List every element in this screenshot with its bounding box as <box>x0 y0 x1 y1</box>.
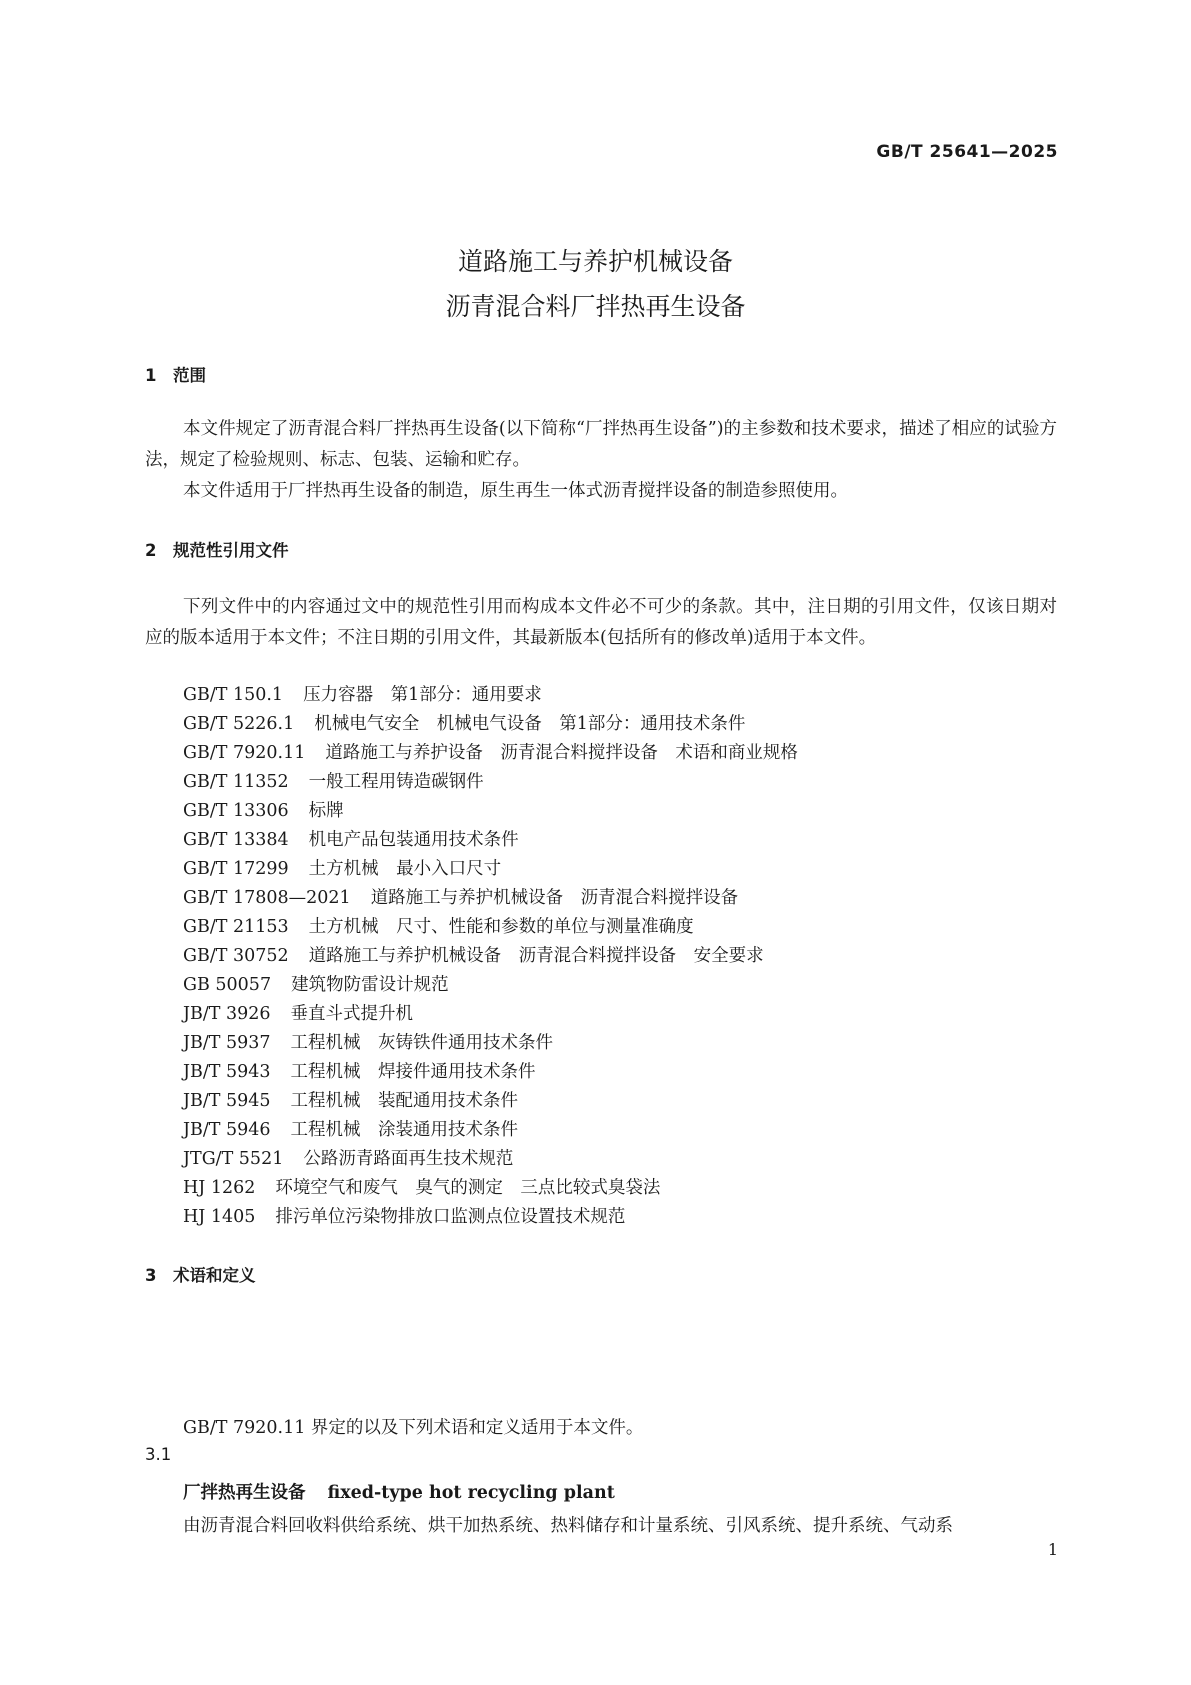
reference-item <box>183 739 798 764</box>
reference-item <box>183 913 694 938</box>
reference-item <box>183 1029 553 1054</box>
section-heading-scope <box>145 362 206 386</box>
reference-item <box>183 681 542 706</box>
reference-item <box>183 855 501 880</box>
section-heading-terms <box>145 1262 256 1286</box>
reference-code: GB/T 13306 <box>183 801 289 821</box>
reference-title: 工程机械 装配通用技术条件 <box>290 1091 519 1111</box>
reference-code: HJ 1405 <box>183 1207 256 1227</box>
scope-paragraph-2: 本文件适用于厂拌热再生设备的制造，原生再生一体式沥青搅拌设备的制造参照使用。 <box>183 481 848 501</box>
reference-title: 标牌 <box>308 801 344 821</box>
reference-title: 道路施工与养护机械设备 沥青混合料搅拌设备 <box>370 888 739 908</box>
section-number: 2 <box>145 541 157 560</box>
term-entry <box>183 1479 615 1504</box>
reference-item <box>183 768 484 793</box>
reference-item <box>183 884 738 909</box>
reference-code: GB/T 13384 <box>183 830 289 850</box>
reference-item <box>183 1145 513 1170</box>
reference-item <box>183 1174 660 1199</box>
reference-title: 压力容器 第1部分：通用要求 <box>303 685 542 705</box>
reference-title: 工程机械 焊接件通用技术条件 <box>290 1062 536 1082</box>
reference-item <box>183 710 745 735</box>
reference-code: GB/T 21153 <box>183 917 289 937</box>
reference-title: 道路施工与养护机械设备 沥青混合料搅拌设备 安全要求 <box>308 946 764 966</box>
reference-title: 一般工程用铸造碳钢件 <box>308 772 484 792</box>
reference-title: 道路施工与养护设备 沥青混合料搅拌设备 术语和商业规格 <box>325 743 798 763</box>
clause-number: 3.1 <box>145 1445 172 1464</box>
term-definition: 由沥青混合料回收料供给系统、烘干加热系统、热料储存和计量系统、引风系统、提升系统、气动系 <box>183 1516 953 1536</box>
reference-item <box>183 1058 536 1083</box>
reference-item <box>183 1203 625 1228</box>
reference-code: JTG/T 5521 <box>183 1149 284 1169</box>
section-number: 3 <box>145 1266 157 1285</box>
reference-title: 工程机械 灰铸铁件通用技术条件 <box>290 1033 554 1053</box>
reference-code: JB/T 3926 <box>183 1004 271 1024</box>
reference-code: JB/T 5945 <box>183 1091 271 1111</box>
reference-item <box>183 1000 413 1025</box>
reference-code: JB/T 5943 <box>183 1062 271 1082</box>
reference-code: GB 50057 <box>183 975 272 995</box>
reference-code: GB/T 5226.1 <box>183 714 295 734</box>
page-number: 1 <box>1047 1540 1058 1559</box>
reference-title: 工程机械 涂装通用技术条件 <box>290 1120 519 1140</box>
reference-title: 机电产品包装通用技术条件 <box>308 830 519 850</box>
reference-item <box>183 942 764 967</box>
reference-code: JB/T 5946 <box>183 1120 271 1140</box>
reference-item <box>183 1087 518 1112</box>
reference-code: GB/T 17299 <box>183 859 289 879</box>
reference-code: GB/T 17808—2021 <box>183 888 351 908</box>
reference-title: 土方机械 最小入口尺寸 <box>308 859 502 879</box>
section-title: 术语和定义 <box>173 1266 256 1285</box>
reference-title: 环境空气和废气 臭气的测定 三点比较式臭袋法 <box>275 1178 661 1198</box>
term-english: fixed-type hot recycling plant <box>327 1483 615 1503</box>
scope-paragraph-1: 本文件规定了沥青混合料厂拌热再生设备(以下简称“厂拌热再生设备”)的主参数和技术要求，描述了相应的试验方法，规定了检验规则、标志、包装、运输和贮存。 <box>145 419 1057 470</box>
reference-title: 建筑物防雷设计规范 <box>291 975 449 995</box>
normative-intro: 下列文件中的内容通过文中的规范性引用而构成本文件必不可少的条款。其中，注日期的引用文件，仅该日期对应的版本适用于本文件；不注日期的引用文件，其最新版本(包括所有的修改单)适用于本文件。 <box>145 597 1057 648</box>
standard-code: GB/T 25641—2025 <box>876 142 1058 162</box>
section-title: 规范性引用文件 <box>173 541 289 560</box>
reference-title: 土方机械 尺寸、性能和参数的单位与测量准确度 <box>308 917 694 937</box>
reference-code: HJ 1262 <box>183 1178 256 1198</box>
reference-code: GB/T 11352 <box>183 772 289 792</box>
reference-item <box>183 826 519 851</box>
section-title: 范围 <box>173 366 206 385</box>
reference-title: 公路沥青路面再生技术规范 <box>303 1149 514 1169</box>
reference-code: GB/T 150.1 <box>183 685 284 705</box>
reference-title: 垂直斗式提升机 <box>290 1004 414 1024</box>
reference-item <box>183 797 344 822</box>
reference-code: GB/T 7920.11 <box>183 743 306 763</box>
reference-title: 排污单位污染物排放口监测点位设置技术规范 <box>275 1207 626 1227</box>
document-title-line1: 道路施工与养护机械设备 <box>457 247 733 276</box>
section-heading-normative-references <box>145 537 289 561</box>
reference-item <box>183 971 449 996</box>
section-number: 1 <box>145 366 157 385</box>
reference-title: 机械电气安全 机械电气设备 第1部分：通用技术条件 <box>314 714 746 734</box>
reference-item <box>183 1116 518 1141</box>
reference-code: GB/T 30752 <box>183 946 289 966</box>
reference-code: JB/T 5937 <box>183 1033 271 1053</box>
terms-intro: GB/T 7920.11 界定的以及下列术语和定义适用于本文件。 <box>183 1418 644 1438</box>
term-chinese: 厂拌热再生设备 <box>183 1483 306 1503</box>
document-title-line2: 沥青混合料厂拌热再生设备 <box>445 292 746 321</box>
